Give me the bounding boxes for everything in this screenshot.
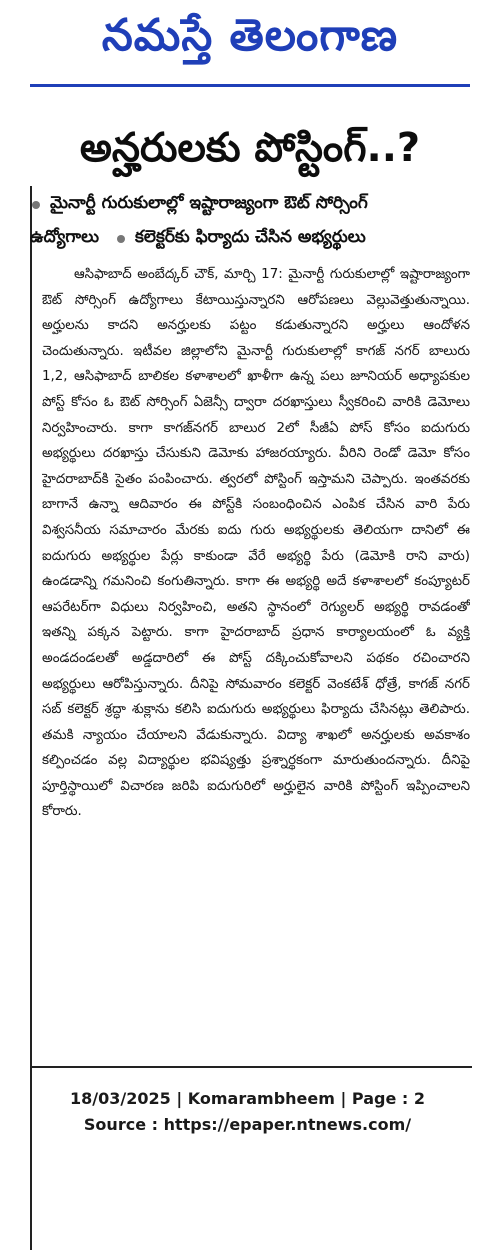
bullet-icon <box>117 235 125 243</box>
clipping-footer <box>0 1086 495 1138</box>
article-paragraph: ఆసిఫాబాద్ అంబేద్కర్ చౌక్, మార్చి 17: మైనార్టీ గురుకులాల్లో ఇష్టారాజ్యంగా ఔట్ సోర్సింగ్ ఉద్యోగాలు కేటాయిస్తున్నారని ఆరోపణలు వెల్లువెత్తుతున్నాయి. అర్హులను కాదని అనర్హులకు పట్టం కడుతున్నారని అర్హులు ఆందోళన చెందుతున్నారు. ఇటీవల జిల్లాలోని మైనార్టీ గురుకులాల్లో కాగజ్ నగర్ బాలురు 1,2, ఆసిఫాబాద్ బాలికల కళాశాలలో ఖాళీగా ఉన్న పలు జూనియర్ అధ్యాపకుల పోస్ట్ కోసం ఓ ఔట్ సోర్సింగ్ ఏజెన్సీ ద్వారా దరఖాస్తులు స్వీకరించి వారికి డెమోలు నిర్వహించారు. కాగా కాగజ్‌నగర్ బాలుర 2లో సీజీఏ పోస్ కోసం ఐదుగురు అభ్యర్థులు దరఖాస్తు చేసుకుని డెమోకు హాజరయ్యారు. వీరిని రెండో డెమో కోసం హైదరాబాద్‌కి సైతం పంపించారు. త్వరలో పోస్టింగ్ ఇస్తామని చెప్పారు. ఇంతవరకు బాగానే ఉన్నా ఆదివారం ఈ పోస్ట్‌కి సంబంధించిన ఎంపిక చేసిన వారి పేరు విశ్వసనీయ సమాచారం మేరకు ఐదు గురు అభ్యర్థులకు తెలియగా దానిలో ఈ ఐదుగురు అభ్యర్థుల పేర్లు కాకుండా వేరే అభ్యర్థి పేరు (డెమోకి రాని వారు) ఉండడాన్ని గమనించి కంగుతిన్నారు. కాగా ఈ అభ్యర్థి అదే కళాశాలలో కంప్యూటర్ ఆపరేటర్‌గా విధులు నిర్వహించి, అతని స్థానంలో రెగ్యులర్ అభ్యర్థి రావడంతో ఇతన్ని పక్కన పెట్టారు. కాగా హైదరాబాద్ ప్రధాన కార్యాలయంలో ఓ వ్యక్తి అండదండలతో అడ్డదారిలో ఈ పోస్ట్ దక్కించుకోవాలని పథకం రచించారని అభ్యర్థులు ఆరోపిస్తున్నారు. దీనిపై సోమవారం కలెక్టర్ వెంకటేశ్ ధోత్రే, కాగజ్ నగర్ సబ్ కలెక్టర్ శ్రద్ధా శుక్లాను కలిసి ఐదుగురు అభ్యర్థులు ఫిర్యాదు చేసినట్లు తెలిపారు. తమకి న్యాయం చేయాలని వేడుకున్నారు. విద్యా శాఖలో అనర్హులకు అవకాశం కల్పించడం వల్ల విద్యార్థుల భవిష్యత్తు ప్రశ్నార్థకంగా మారుతుందన్నారు. దీనిపై పూర్తిస్థాయిలో విచారణ జరిపి ఐదుగురిలో అర్హులైన వారికి పోస్టింగ్ ఇప్పించాలని కోరారు. <box>42 267 470 820</box>
article-body <box>42 262 470 1062</box>
source-link[interactable]: Source : https://epaper.ntnews.com/ <box>83 1115 412 1134</box>
subhead-text: కలెక్టర్‌కు ఫిర్యాదు చేసిన అభ్యర్థులు <box>135 227 366 247</box>
masthead-divider <box>30 84 470 87</box>
subhead-line-1 <box>30 188 470 222</box>
article-subheads <box>30 188 470 264</box>
subhead-text: ఉద్యోగాలు <box>30 227 100 247</box>
bullet-icon <box>32 201 40 209</box>
subhead-text: మైనార్టీ గురుకులాల్లో ఇష్టారాజ్యంగా ఔట్ సోర్సింగ్ <box>50 193 368 213</box>
newspaper-masthead: నమస్తే తెలంగాణ <box>101 10 399 61</box>
article-bottom-divider <box>30 1066 472 1068</box>
dateline: 18/03/2025 | Komarambheem | Page : 2 <box>70 1089 425 1108</box>
subhead-line-2 <box>30 222 470 256</box>
article-headline: అన్హరులకు పోస్టింగ్..? <box>79 125 421 171</box>
